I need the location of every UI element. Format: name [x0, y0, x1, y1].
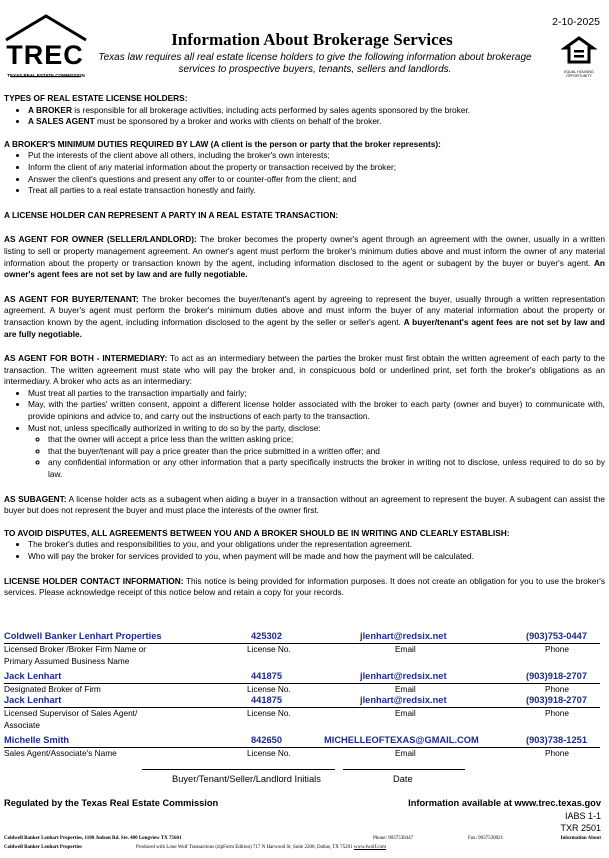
subagent-label: AS SUBAGENT: — [4, 493, 67, 504]
initials-line[interactable] — [142, 769, 335, 770]
intermediary-paragraph — [4, 353, 605, 388]
list-item: • Put the interests of the client above all others, including the broker's own interests; — [28, 150, 605, 162]
sublist-item: ◦ that the owner will accept a price less than the written asking price; — [48, 434, 605, 446]
sales-agent-name: Michelle Smith — [4, 735, 70, 745]
intermediary-list — [4, 388, 605, 481]
document-body — [4, 93, 605, 599]
contact-row-sales-agent — [4, 735, 600, 748]
license-label: License No. — [247, 708, 291, 718]
firm-address: Coldwell Banker Lenhart Properties, 1100 Judson Rd. Ste. 400 Longview TX 75601 — [4, 836, 182, 841]
email-label: Email — [395, 684, 416, 694]
doc-name: Information About — [560, 836, 601, 841]
types-list — [4, 105, 605, 128]
email-label: Email — [395, 644, 416, 654]
broker-definition: is responsible for all brokerage activities, including acts performed by sales agents sponsored by the broker. — [71, 104, 470, 115]
page-subtitle: Texas law requires all real estate license holders to give the following information about brokerage services to prospective buyers, tenants, sellers and landlords. — [98, 52, 532, 75]
sales-agent-phone: (903)738-1251 — [526, 735, 587, 745]
list-item — [28, 105, 605, 117]
email-label: Email — [395, 748, 416, 758]
designated-broker-phone: (903)918-2707 — [526, 671, 587, 681]
role-label: Sales Agent/Associate's Name — [4, 748, 117, 758]
phone-label: Phone — [545, 684, 569, 694]
list-item: • The broker's duties and responsibilities to you, and your obligations under the representation agreement. — [28, 539, 605, 551]
disclose-sublist — [28, 434, 605, 480]
produced-text: Produced with Lone Wolf Transactions (zipForm Edition) 717 N Harwood St, Suite 2200, Dallas, TX 75201 — [136, 845, 353, 850]
date-label: Date — [393, 774, 413, 784]
lwolf-link[interactable]: www.lwolf.com — [353, 845, 387, 850]
contact-info-label: LICENSE HOLDER CONTACT INFORMATION: — [4, 575, 184, 586]
list-item — [28, 423, 605, 481]
list-item: • Treat all parties to a real estate transaction honestly and fairly. — [28, 185, 605, 197]
broker-term: A BROKER — [28, 104, 72, 115]
designated-broker-name: Jack Lenhart — [4, 671, 62, 681]
supervisor-phone: (903)918-2707 — [526, 695, 587, 705]
license-label: License No. — [247, 748, 291, 758]
owner-agent-text: The broker becomes the property owner's agent through an agreement with the owner, usually in a written listing to sell or property management agreement. An owner's agent must perform the broker's minimum duties above and must inform the owner of any material information about the property or transaction known by the agent, including information disclosed to the agent or subagent by the buyer or buyer's agent. — [4, 234, 605, 268]
buyer-agent-paragraph — [4, 294, 605, 340]
license-label: License No. — [247, 644, 291, 654]
list-item: • May, with the parties' written consent, appoint a different license holder associated with the broker to each party (owner and buyer) to communicate with, provide opinions and advice to, and carry out the instructions of each party to the transaction. — [28, 399, 605, 422]
subagent-paragraph — [4, 494, 605, 517]
types-heading: TYPES OF REAL ESTATE LICENSE HOLDERS: — [4, 93, 188, 103]
role-label: Designated Broker of Firm — [4, 684, 101, 694]
phone-label: Phone — [545, 708, 569, 718]
page-title: Information About Brokerage Services — [171, 30, 453, 49]
disclose-lead: Must not, unless specifically authorized in writing to do so by the party, disclose: — [28, 422, 321, 433]
email-label: Email — [395, 708, 416, 718]
represent-heading: A LICENSE HOLDER CAN REPRESENT A PARTY IN A REAL ESTATE TRANSACTION: — [4, 209, 339, 220]
form-id: IABS 1-1 — [564, 811, 601, 821]
sublist-item: ◦ that the buyer/tenant will pay a price greater than the price submitted in a written offer; and — [48, 446, 605, 458]
contact-row-supervisor — [4, 695, 600, 708]
phone-label: Phone — [545, 748, 569, 758]
broker-firm-name: Coldwell Banker Lenhart Properties — [4, 631, 162, 641]
sublist-item: ◦ any confidential information or any other information that a party specifically instructs the broker in writing not to disclose, unless required to do so by law. — [48, 457, 605, 480]
eho-text: EQUAL HOUSING OPPORTUNITY — [564, 70, 594, 78]
broker-firm-license: 425302 — [251, 631, 283, 641]
owner-agent-paragraph — [4, 234, 605, 280]
supervisor-email: jlenhart@redsix.net — [360, 695, 447, 705]
trec-logo-text: TREC — [6, 40, 84, 70]
role-label: Licensed Broker /Broker Firm Name or — [4, 644, 147, 654]
buyer-agent-fees: A buyer/tenant's agent fees are not set by law and are fully negotiable. — [4, 316, 605, 339]
firm-name-footer: Coldwell Banker Lenhart Properties — [4, 845, 83, 850]
role-label: Licensed Supervisor of Sales Agent/ — [4, 708, 138, 718]
role-label-2: Primary Assumed Business Name — [4, 655, 130, 666]
intermediary-text: To act as an intermediary between the parties the broker must first obtain the written agreement of each party to the transaction. The written agreement must state who will pay the broker and, in conspicuous bold or underlined print, set forth the broker's obligations as an intermediary. A broker who acts as an intermediary: — [4, 353, 605, 387]
contact-info-paragraph — [4, 576, 605, 599]
regulated-by: Regulated by the Texas Real Estate Commission — [4, 798, 219, 808]
list-item: • Answer the client's questions and present any offer to or counter-offer from the client; and — [28, 174, 605, 186]
phone-label: Phone — [545, 644, 569, 654]
form-date: 2-10-2025 — [552, 16, 600, 28]
initials-label: Buyer/Tenant/Seller/Landlord Initials — [172, 774, 321, 784]
designated-broker-license: 441875 — [251, 671, 283, 681]
list-item: • Who will pay the broker for services provided to you, when payment will be made and how the payment will be calculated. — [28, 551, 605, 563]
sales-agent-term: A SALES AGENT — [28, 116, 95, 127]
broker-firm-email: jlenhart@redsix.net — [360, 631, 447, 641]
sales-agent-definition: must be sponsored by a broker and works with clients on behalf of the broker. — [94, 116, 382, 127]
disputes-heading: TO AVOID DISPUTES, ALL AGREEMENTS BETWEEN YOU AND A BROKER SHOULD BE IN WRITING AND CLEARLY ESTABLISH: — [4, 527, 510, 538]
duties-heading: A BROKER'S MINIMUM DUTIES REQUIRED BY LAW (A client is the person or party that the broker represents): — [4, 138, 441, 149]
subagent-text: A license holder acts as a subagent when aiding a buyer in a transaction without an agreement to represent the buyer. A subagent can assist the buyer but does not represent the buyer and must place the interests of the owner first. — [4, 493, 605, 516]
info-website: Information available at www.trec.texas.gov — [408, 798, 601, 808]
list-item: • Inform the client of any material information about the property or transaction received by the broker; — [28, 162, 605, 174]
equal-housing-icon — [561, 35, 597, 65]
sales-agent-license: 842650 — [251, 735, 283, 745]
license-label: License No. — [247, 684, 291, 694]
date-line[interactable] — [343, 769, 465, 770]
contact-row-designated-broker — [4, 671, 600, 684]
sales-agent-email: MICHELLEOFTEXAS@GMAIL.COM — [324, 735, 479, 745]
buyer-agent-label: AS AGENT FOR BUYER/TENANT: — [4, 293, 139, 304]
equal-housing-logo — [561, 35, 597, 78]
owner-agent-label: AS AGENT FOR OWNER (SELLER/LANDLORD): — [4, 234, 197, 245]
supervisor-license: 441875 — [251, 695, 283, 705]
owner-agent-fees: An owner's agent fees are not set by law and are fully negotiable. — [4, 257, 605, 280]
contact-info-text: This notice is being provided for information purposes. It does not create an obligation for you to use the broker's services. Please acknowledge receipt of this notice below and retain a copy for your records. — [4, 575, 605, 598]
firm-fax: Fax: 9037530921 — [468, 836, 504, 841]
buyer-agent-text: The broker becomes the buyer/tenant's agent by agreeing to represent the buyer, usually through a written representation agreement. A buyer's agent must perform the broker's minimum duties above and must inform the buyer of any material information about the property or transaction known by the agent, including information disclosed to the agent by the seller or seller's agent. — [4, 293, 605, 327]
supervisor-name: Jack Lenhart — [4, 695, 62, 705]
trec-logo-subtitle: TEXAS REAL ESTATE COMMISSION — [7, 73, 85, 78]
firm-phone: Phone: 9037530447 — [373, 836, 414, 841]
broker-firm-phone: (903)753-0447 — [526, 631, 587, 641]
role-label-2: Associate — [4, 719, 40, 730]
intermediary-label: AS AGENT FOR BOTH - INTERMEDIARY: — [4, 353, 168, 364]
disputes-list — [4, 539, 605, 562]
designated-broker-email: jlenhart@redsix.net — [360, 671, 447, 681]
list-item: • Must treat all parties to the transaction impartially and fairly; — [28, 388, 605, 400]
list-item — [28, 116, 605, 128]
contact-row-broker-firm — [4, 631, 600, 644]
produced-with — [136, 845, 386, 850]
form-code: TXR 2501 — [560, 823, 601, 833]
duties-list — [4, 150, 605, 196]
